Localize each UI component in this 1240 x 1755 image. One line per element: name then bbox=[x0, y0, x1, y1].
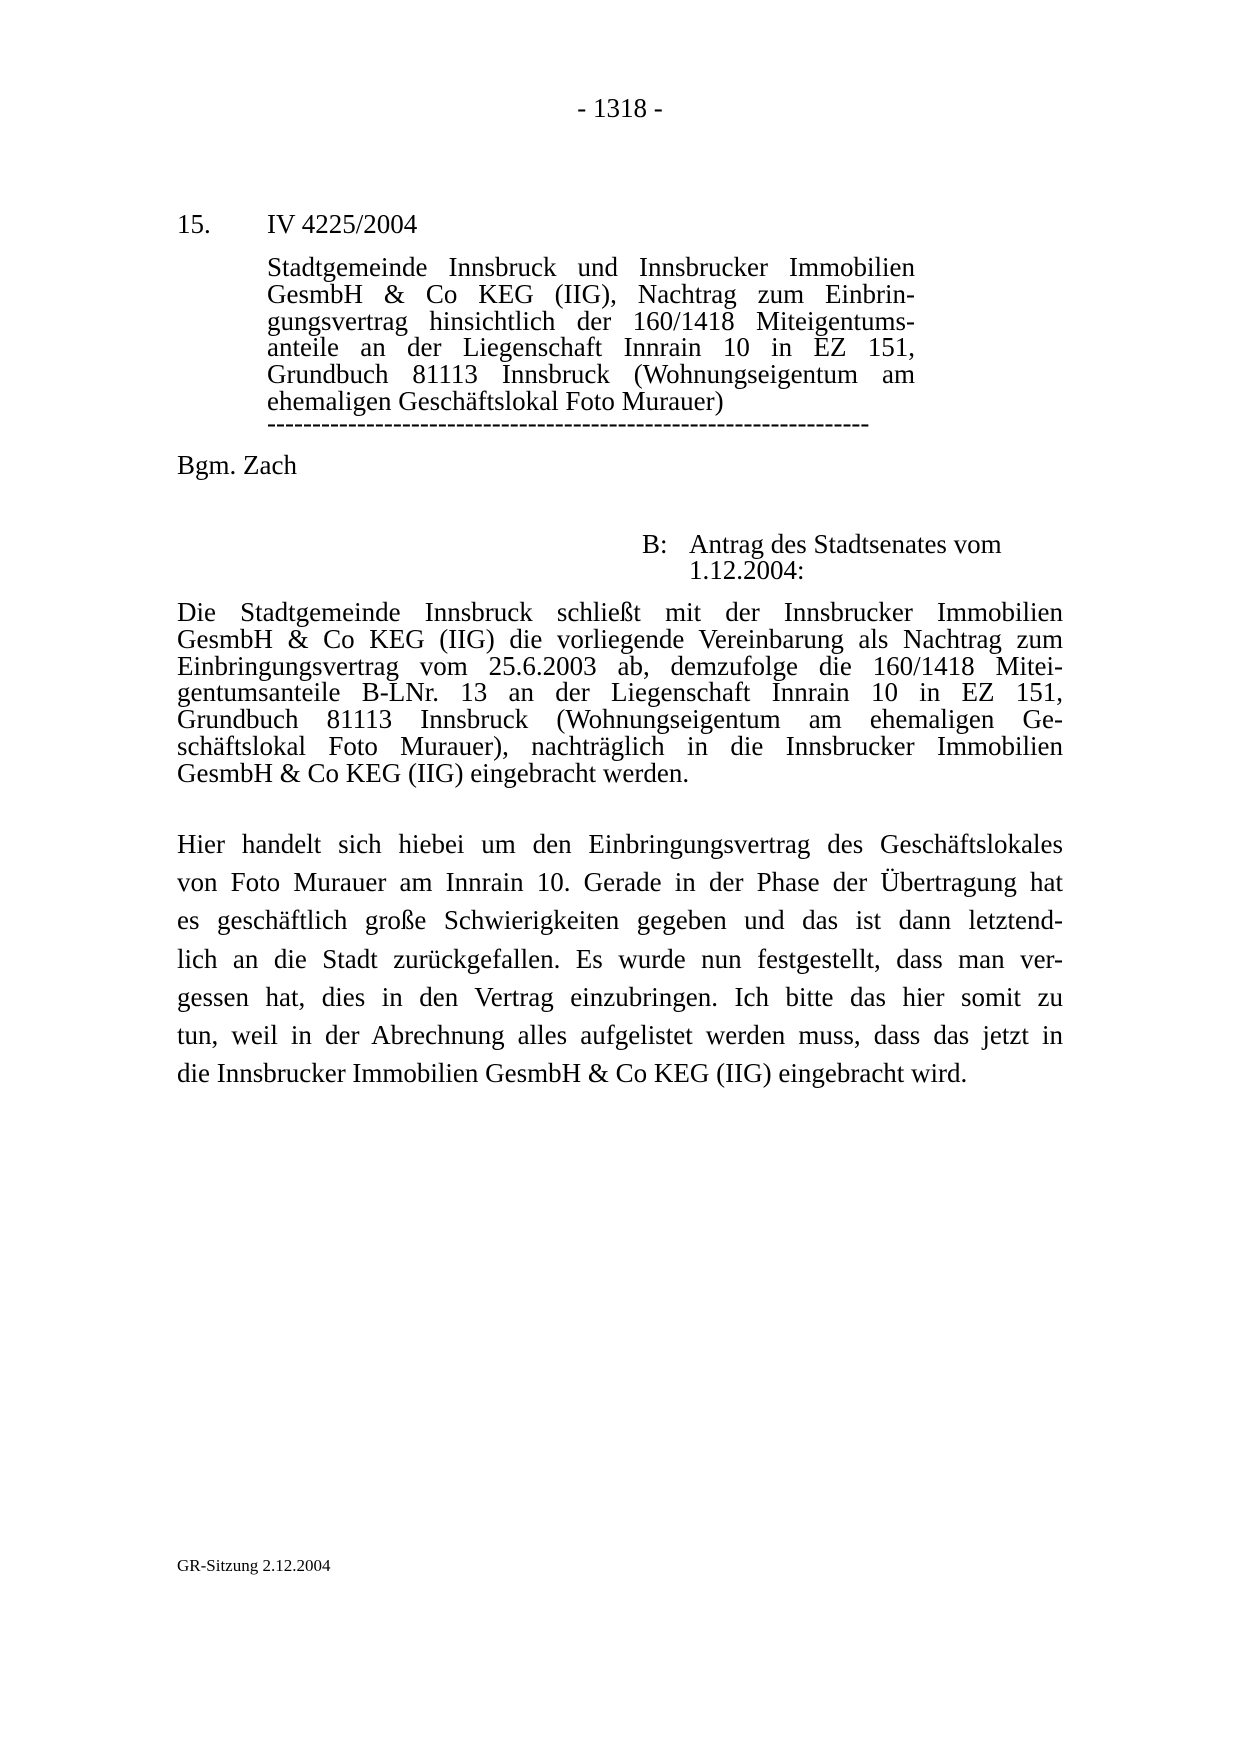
resolution-line: GesmbH & Co KEG (IIG) eingebracht werden. bbox=[177, 757, 690, 788]
statement-line: es geschäftlich große Schwierigkeiten gegeben und das ist dann letztend- bbox=[177, 905, 1063, 936]
footer-session: GR-Sitzung 2.12.2004 bbox=[177, 1556, 331, 1575]
title-line: anteile an der Liegenschaft Innrain 10 in EZ 151, bbox=[267, 332, 915, 363]
resolution-line: Einbringungsvertrag vom 25.6.2003 ab, demzufolge die 160/1418 Mitei- bbox=[177, 650, 1063, 681]
agenda-item-title bbox=[267, 254, 915, 415]
statement-line: gessen hat, dies in den Vertrag einzubringen. Ich bitte das hier somit zu bbox=[177, 981, 1063, 1012]
page-number: - 1318 - bbox=[577, 93, 663, 123]
agenda-item-code: IV 4225/2004 bbox=[267, 209, 418, 239]
statement-line: die Innsbrucker Immobilien GesmbH & Co KEG (IIG) eingebracht wird. bbox=[177, 1058, 968, 1089]
agenda-item-number: 15. bbox=[177, 209, 211, 239]
resolution-paragraph bbox=[177, 599, 1063, 787]
resolution-line: gentumsanteile B-LNr. 13 an der Liegenschaft Innrain 10 in EZ 151, bbox=[177, 677, 1063, 708]
resolution-line: Grundbuch 81113 Innsbruck (Wohnungseigentum am ehemaligen Ge- bbox=[177, 704, 1063, 735]
motion-line: 1.12.2004: bbox=[689, 555, 805, 585]
title-line: gungsvertrag hinsichtlich der 160/1418 Miteigentums- bbox=[267, 305, 915, 336]
statement-line: tun, weil in der Abrechnung alles aufgelistet werden muss, dass das jetzt in bbox=[177, 1020, 1063, 1051]
motion-text bbox=[689, 531, 1029, 583]
dashed-divider: ------------------------------------------------------------------- bbox=[267, 413, 870, 433]
resolution-line: GesmbH & Co KEG (IIG) die vorliegende Vereinbarung als Nachtrag zum bbox=[177, 623, 1063, 654]
motion-line: Antrag des Stadtsenates vom bbox=[689, 529, 1002, 559]
statement-line: lich an die Stadt zurückgefallen. Es wurde nun festgestellt, dass man ver- bbox=[177, 943, 1063, 974]
resolution-line: schäftslokal Foto Murauer), nachträglich in die Innsbrucker Immobilien bbox=[177, 730, 1063, 761]
statement-line: Hier handelt sich hiebei um den Einbringungsvertrag des Geschäftslokales bbox=[177, 829, 1063, 859]
statement-line: von Foto Murauer am Innrain 10. Gerade in der Phase der Übertragung hat bbox=[177, 867, 1063, 898]
resolution-line: Die Stadtgemeinde Innsbruck schließt mit der Innsbrucker Immobilien bbox=[177, 597, 1063, 627]
speaker-statement bbox=[177, 825, 1063, 1092]
title-line: GesmbH & Co KEG (IIG), Nachtrag zum Einbrin- bbox=[267, 278, 915, 309]
speaker-name: Bgm. Zach bbox=[177, 450, 297, 480]
title-line: Stadtgemeinde Innsbruck und Innsbrucker Immobilien bbox=[267, 252, 915, 282]
motion-label: B: bbox=[642, 529, 668, 559]
title-line: ehemaligen Geschäftslokal Foto Murauer) bbox=[267, 385, 724, 416]
title-line: Grundbuch 81113 Innsbruck (Wohnungseigentum am bbox=[267, 359, 915, 390]
